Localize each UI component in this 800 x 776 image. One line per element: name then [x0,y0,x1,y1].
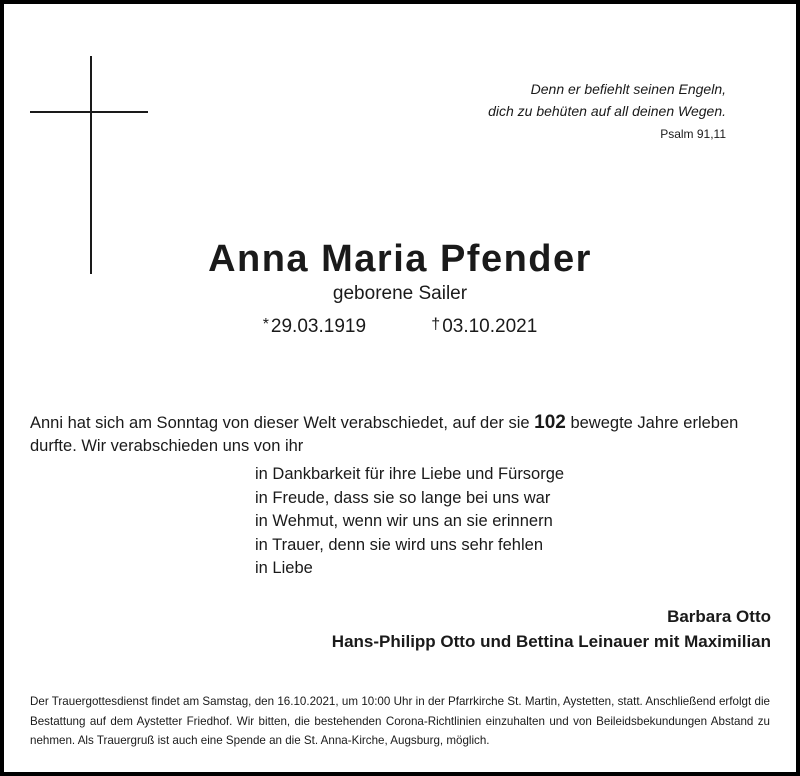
birth-date-group [263,316,366,338]
age-number: 102 [534,412,566,433]
mourner-name: Barbara Otto [667,607,771,626]
death-date-group [431,316,537,338]
birth-name: geborene Sailer [332,283,468,304]
mourner-name: Hans-Philipp Otto und Bettina Leinauer mit Maximilian [331,632,771,651]
birth-date: 29.03.1919 [270,316,367,337]
farewell-line: in Liebe [255,559,313,577]
farewell-line: in Dankbarkeit für ihre Liebe und Fürsorge [255,465,565,483]
farewell-line: in Trauer, denn sie wird uns sehr fehlen [255,535,544,554]
funeral-notice: Der Trauergottesdienst findet am Samstag, den 16.10.2021, um 10:00 Uhr in der Pfarrkirche St. Martin, Aystetten, statt. Anschließend erfolgt die Bestattung auf dem Aystetter Friedhof. Wir bitten, die bestehenden Corona-Richtlinien einzuhalten und von Beileidsbekundungen Abstand zu nehmen. Als Trauergruß ist auch eine Spende an die St. Anna-Kirche, Augsburg, möglich. [30,695,770,747]
intro-paragraph [30,411,772,458]
life-dates [4,316,796,338]
deceased-name: Anna Maria Pfender [208,238,592,280]
farewell-list [255,463,564,581]
cross-icon-bar [30,111,148,113]
bible-quote [488,78,726,145]
birth-symbol: * [262,316,269,333]
quote-line-2: dich zu behüten auf all deinen Wegen. [488,103,726,119]
farewell-line: in Freude, dass sie so lange bei uns war [255,488,551,507]
quote-line-1: Denn er befiehlt seinen Engeln, [530,81,726,97]
intro-text-end: bewegte Jahre erleben durfte. Wir verabschieden uns von ihr [30,414,739,455]
death-symbol: † [431,316,441,333]
death-date: 03.10.2021 [442,316,538,337]
quote-source: Psalm 91,11 [660,127,726,141]
farewell-line: in Wehmut, wenn wir uns an sie erinnern [255,512,553,530]
mourners [332,604,771,654]
intro-text-start: Anni hat sich am Sonntag von dieser Welt verabschiedet, auf der sie [30,414,530,432]
